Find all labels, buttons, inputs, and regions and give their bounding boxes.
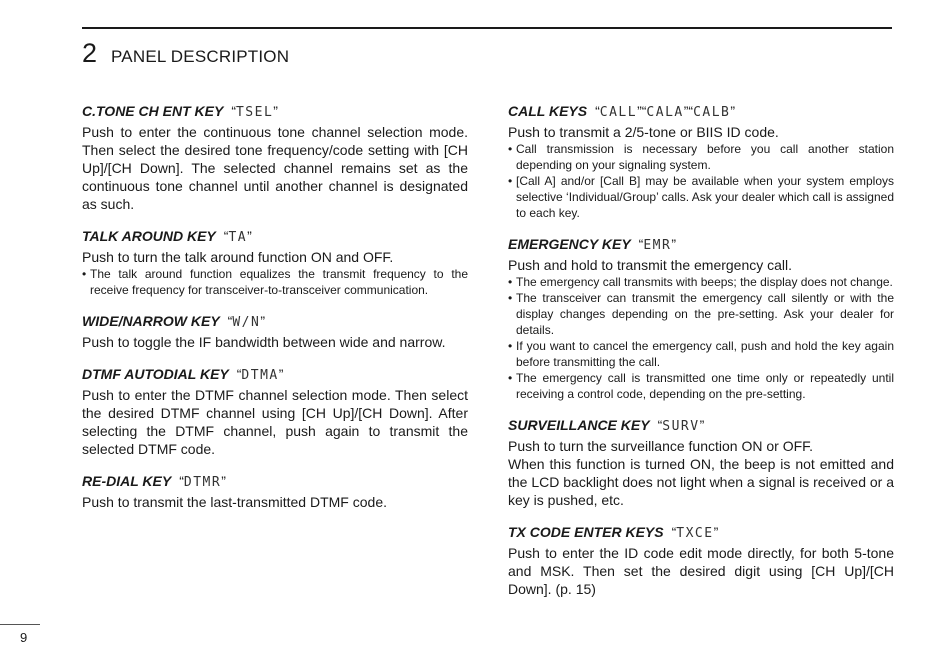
description-text: Push to transmit the last-transmitted DTMF code. [82,494,387,510]
key-name: RE-DIAL KEY [82,473,172,489]
notes-list [508,274,894,402]
lcd-indicator: EMR [643,238,672,253]
key-name: CALL KEYS [508,103,588,119]
key-heading: C.TONE CH ENT KEY “TSEL” [82,103,278,120]
key-name: TALK AROUND KEY [82,228,216,244]
note-item: • [Call A] and/or [Call B] may be available when your system employs selective ‘Individual/Group’ calls. Ask your dealer which call is assigned to each key. [508,173,894,221]
key-heading: TX CODE ENTER KEYS “TXCE” [508,524,719,541]
note-item: • Call transmission is necessary before you call another station depending on your signaling system. [508,141,894,173]
key-heading: WIDE/NARROW KEY “W/N” [82,313,265,330]
footer-rule [0,624,40,625]
key-name: TX CODE ENTER KEYS [508,524,664,540]
lcd-indicator: CALA [646,105,684,120]
key-name: C.TONE CH ENT KEY [82,103,224,119]
description-text: Push to toggle the IF bandwidth between wide and narrow. [82,334,446,350]
note-item: • The talk around function equalizes the transmit frequency to the receive frequency for transceiver-to-transceiver communication. [82,266,468,298]
description-text: Push and hold to transmit the emergency call. [508,257,793,273]
note-item: • The emergency call transmits with beeps; the display does not change. [508,274,894,290]
section-re-dial-key [82,471,468,511]
section-emergency-key [508,234,894,402]
key-heading: DTMF AUTODIAL KEY “DTMA” [82,366,284,383]
description-text: When this function is turned ON, the beep is not emitted and the LCD backlight does not light when a signal is received or a key is pushed, etc. [508,456,894,508]
chapter-number: 2 [82,38,98,68]
section-c-tone-ch-ent-key [82,101,468,213]
description-text: Push to enter the DTMF channel selection mode. Then select the desired DTMF channel using [CH Up]/[CH Down]. After selecting the DTMF channel, push again to transmit the selected DTMF code. [82,387,468,457]
chapter-title: PANEL DESCRIPTION [111,47,290,66]
key-heading: SURVEILLANCE KEY “SURV” [508,417,705,434]
key-heading: RE-DIAL KEY “DTMR” [82,473,226,490]
description-text: Push to enter the ID code edit mode directly, for both 5-tone and MSK. Then set the desired digit using [CH Up]/[CH Down]. (p. 15) [508,545,894,597]
description-text: Push to enter the continuous tone channel selection mode. Then select the desired tone frequency/code setting with [CH Up]/[CH Down]. The selected channel remains set as the continuous tone channel until another channel is designated as such. [82,124,468,212]
section-call-keys [508,101,894,221]
lcd-indicator: DTMR [183,475,222,490]
notes-list [82,266,468,298]
key-name: SURVEILLANCE KEY [508,417,650,433]
key-name: EMERGENCY KEY [508,236,631,252]
lcd-indicator: CALL [599,105,638,120]
section-surveillance-key [508,415,894,509]
section-talk-around-key [82,226,468,298]
note-item: • The emergency call is transmitted one time only or repeatedly until receiving a control code, depending on the pre-setting. [508,370,894,402]
section-wide-narrow-key [82,311,468,351]
lcd-indicator: SURV [662,419,700,434]
key-heading: CALL KEYS “CALL”“CALA”“CALB” [508,103,736,120]
top-rule [82,27,892,29]
section-tx-code-enter-keys [508,522,894,598]
key-heading: TALK AROUND KEY “TA” [82,228,252,245]
chapter-heading [82,38,289,69]
lcd-indicator: DTMA [241,368,279,383]
note-item: • The transceiver can transmit the emergency call silently or with the display changes depending on the pre-setting. Ask your dealer for details. [508,290,894,338]
lcd-indicator: CALB [693,105,731,120]
lcd-indicator: TA [228,230,248,245]
description-text: Push to transmit a 2/5-tone or BIIS ID code. [508,124,779,140]
note-item: • If you want to cancel the emergency call, push and hold the key again before transmitting the call. [508,338,894,370]
key-heading: EMERGENCY KEY “EMR” [508,236,676,253]
notes-list [508,141,894,221]
description-text: Push to turn the talk around function ON and OFF. [82,249,394,265]
lcd-indicator: TXCE [676,526,714,541]
lcd-indicator: W/N [232,315,261,330]
description-text: Push to turn the surveillance function ON or OFF. [508,438,814,454]
page-number: 9 [20,630,28,645]
lcd-indicator: TSEL [235,105,274,120]
key-name: WIDE/NARROW KEY [82,313,220,329]
section-dtmf-autodial-key [82,364,468,458]
key-name: DTMF AUTODIAL KEY [82,366,229,382]
left-column [82,101,468,524]
right-column [508,101,894,611]
